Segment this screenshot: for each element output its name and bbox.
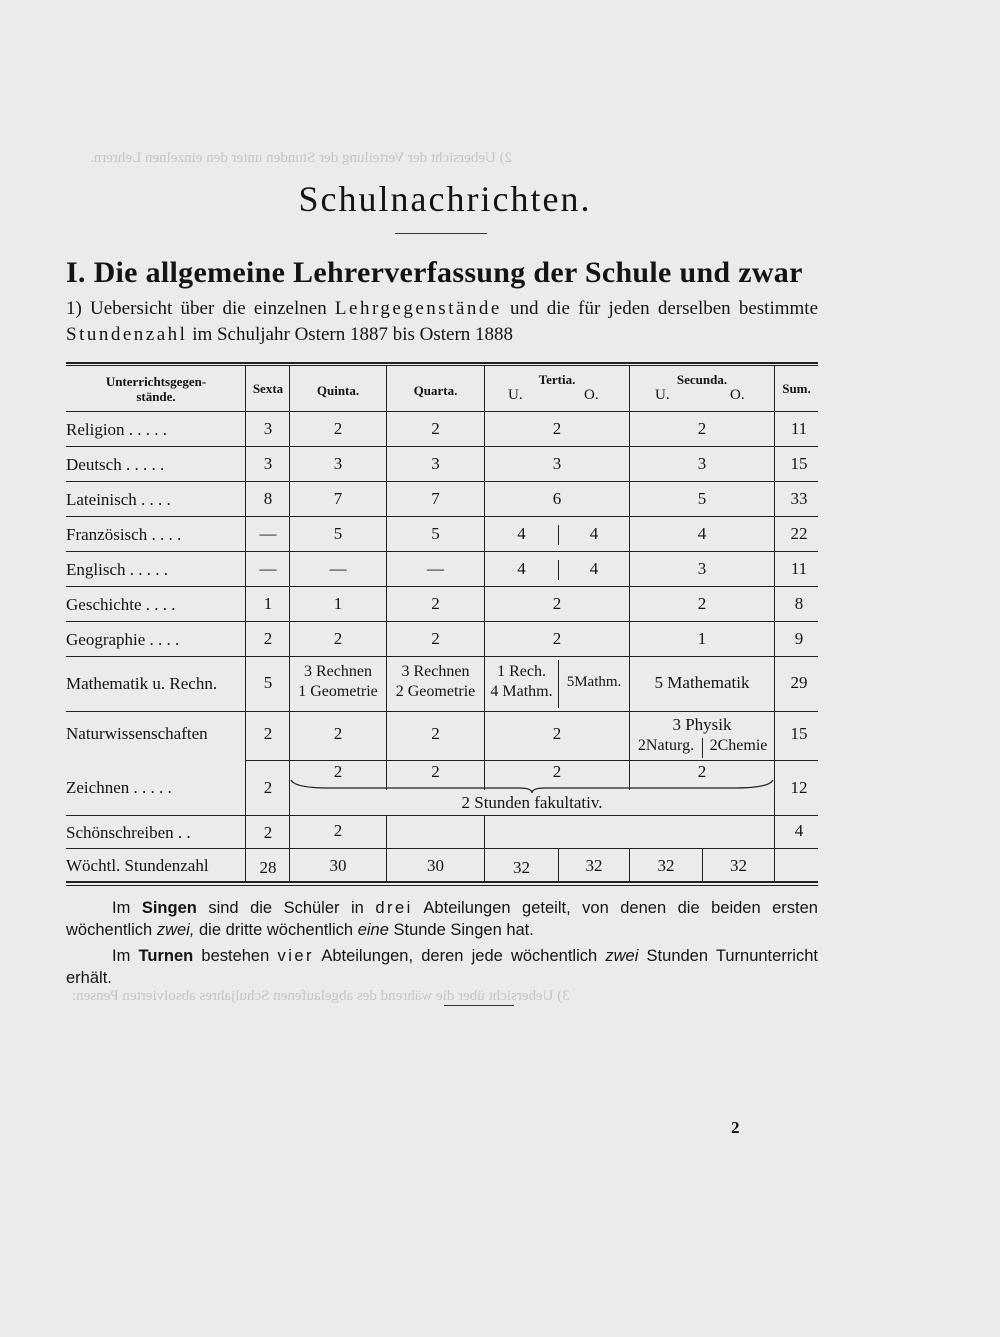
cell: 5Mathm.: [566, 674, 622, 690]
cell: —: [329, 559, 347, 578]
cell: 2: [333, 724, 343, 743]
cell: 8: [794, 594, 804, 613]
cell: 30: [329, 856, 347, 875]
row-rule: [66, 446, 818, 447]
cell: 4: [589, 524, 599, 543]
cell: 4: [589, 559, 599, 578]
col-rule: [245, 366, 246, 882]
intro-text: und die für jeden derselben bestimmte: [510, 298, 819, 319]
note-text: Im: [112, 899, 131, 917]
note-text: Stunde Singen hat.: [393, 921, 534, 939]
note-text-italic: eine: [357, 921, 389, 939]
title-rule: [395, 233, 487, 234]
note-text: sind die Schüler in: [208, 899, 364, 917]
section-heading: I. Die allgemeine Lehrerverfassung der Schule und zwar: [66, 256, 803, 289]
cell: 5: [333, 524, 343, 543]
subject-label: Zeichnen . . . . .: [66, 778, 172, 797]
cell: 6: [552, 489, 562, 508]
intro-text-spaced: Lehrgegenstände: [334, 298, 502, 319]
cell: 12: [790, 778, 808, 797]
cell: 2: [552, 594, 562, 613]
cell: 7: [431, 489, 440, 508]
cell: 3: [263, 419, 273, 438]
cell: 2: [263, 778, 273, 797]
header-quinta: Quinta.: [316, 383, 360, 398]
subject-label: Schönschreiben . .: [66, 823, 191, 842]
cell: 2: [552, 419, 562, 438]
row-rule: [66, 656, 818, 657]
header-quarta: Quarta.: [413, 383, 458, 398]
cell: 32: [585, 856, 603, 875]
header-secunda-u: U.: [655, 387, 670, 403]
cell: 4: [517, 524, 526, 543]
cell: 33: [790, 489, 808, 508]
cell: 2: [697, 762, 707, 781]
note-text: Abteilungen geteilt, von denen die beiden ersten wöchentlich: [66, 899, 818, 939]
intro-text: im Schuljahr Ostern 1887 bis Ostern 1888: [192, 324, 514, 345]
table-top-rule: [66, 365, 818, 366]
subject-label: Deutsch . . . . .: [66, 455, 165, 474]
cell: 2: [431, 724, 440, 743]
header-secunda: Secunda.: [676, 372, 728, 387]
header-tertia: Tertia.: [538, 372, 576, 387]
cell: 7: [333, 489, 343, 508]
cell: 4: [794, 821, 804, 840]
cell: 11: [790, 559, 808, 578]
cell: 2: [263, 823, 273, 842]
row-rule: [245, 760, 818, 761]
subject-label: Naturwissenschaften: [66, 724, 208, 743]
note-text: Abteilungen, deren jede wöchentlich: [321, 947, 598, 965]
cell: 2: [431, 419, 440, 438]
page-title: Schulnachrichten.: [298, 179, 592, 219]
cell: 29: [790, 673, 808, 692]
cell: 2: [431, 594, 440, 613]
intro-text: 1) Uebersicht über die einzelnen: [66, 298, 327, 319]
cell: 1: [333, 594, 343, 613]
cell: 2: [263, 724, 273, 743]
row-rule: [66, 848, 818, 849]
row-rule: [66, 516, 818, 517]
cell: —: [259, 559, 277, 578]
cell: 2: [552, 629, 562, 648]
subject-label: Geschichte . . . .: [66, 595, 176, 614]
cell: 11: [790, 419, 808, 438]
cell: 3: [697, 454, 707, 473]
cell: 2: [552, 724, 562, 743]
bleed-through-text: 3) Uebersicht über die während des abgelaufenen Schuljahres absolvierten Pensen:: [72, 988, 570, 1004]
cell: 2: [333, 419, 343, 438]
cell: 1 Geometrie: [298, 683, 378, 700]
note-text-spaced: drei: [375, 899, 413, 917]
cell: 4: [697, 524, 707, 543]
row-rule: [66, 621, 818, 622]
intro-text-spaced: Stundenzahl: [66, 324, 188, 345]
header-subject: Unterrichtsgegen- stände.: [105, 374, 207, 404]
cell: 2: [263, 629, 273, 648]
cell: 5: [263, 673, 273, 692]
cell: 9: [794, 629, 804, 648]
cell: 2Chemie: [709, 737, 768, 754]
table-bottom-rule: [66, 881, 818, 883]
cell: 4 Mathm.: [490, 683, 553, 700]
cell: 3 Rechnen: [304, 663, 372, 680]
cell: 3: [333, 454, 343, 473]
cell: 2Naturg.: [637, 737, 695, 754]
note-text-spaced: vier: [277, 947, 315, 965]
subject-label: Mathematik u. Rechn.: [66, 674, 218, 693]
cell: 1 Rech.: [497, 663, 546, 680]
cell: 5 Mathematik: [654, 673, 750, 692]
cell: 2: [431, 629, 440, 648]
cell: 3: [263, 454, 273, 473]
cell: 2: [697, 419, 707, 438]
cell: 4: [517, 559, 526, 578]
subject-label: Geographie . . . .: [66, 630, 180, 649]
intro-paragraph: [66, 296, 818, 348]
cell: 15: [790, 454, 808, 473]
cell: 2 Geometrie: [395, 683, 476, 700]
header-tertia-o: O.: [584, 387, 599, 403]
header-tertia-u: U.: [508, 387, 523, 403]
note-text: die dritte wöchentlich: [199, 921, 354, 939]
cell: 2: [431, 762, 440, 781]
cell: 30: [427, 856, 444, 875]
cell: 3: [431, 454, 440, 473]
table-top-rule: [66, 362, 818, 364]
cell: 5: [697, 489, 707, 508]
facultative-note: 2 Stunden fakultativ.: [461, 793, 603, 812]
cell: 32: [730, 856, 747, 875]
row-rule: [66, 815, 818, 816]
header-sexta: Sexta: [252, 381, 284, 396]
notes-rule: [444, 1005, 514, 1006]
note-keyword: Singen: [141, 899, 197, 917]
cell: 22: [790, 524, 808, 543]
cell: 2: [333, 629, 343, 648]
row-rule: [66, 586, 818, 587]
note-text-italic: zwei: [605, 947, 639, 965]
notes: [66, 897, 818, 989]
header-secunda-o: O.: [730, 387, 745, 403]
header-sum: Sum.: [782, 381, 811, 396]
cell: 3: [552, 454, 562, 473]
note-text: bestehen: [201, 947, 270, 965]
note-text: Im: [112, 947, 131, 965]
cell: 5: [431, 524, 440, 543]
cell: 3 Physik: [672, 715, 732, 734]
subject-label: Englisch . . . . .: [66, 560, 168, 579]
note-gymnastics: [66, 945, 818, 989]
cell: 2: [697, 594, 707, 613]
note-text-italic: zwei,: [156, 921, 195, 939]
cell: 3: [697, 559, 707, 578]
subject-label: Lateinisch . . . .: [66, 490, 171, 509]
cell: 2: [333, 762, 343, 781]
facultative-brace: [289, 778, 775, 794]
cell: 2: [333, 821, 343, 840]
subject-label: Französisch . . . .: [66, 525, 182, 544]
cell: 15: [790, 724, 808, 743]
cell: —: [259, 524, 277, 543]
row-rule: [66, 551, 818, 552]
cell: 2: [552, 762, 562, 781]
cell: —: [427, 559, 444, 578]
cell: 1: [263, 594, 273, 613]
subject-label: Religion . . . . .: [66, 420, 168, 439]
cell: 32: [657, 856, 675, 875]
note-singing: [66, 897, 818, 941]
subject-label: Wöchtl. Stundenzahl: [66, 856, 209, 875]
note-keyword: Turnen: [138, 947, 194, 965]
row-rule: [66, 711, 818, 712]
note-text: Stunden Turnunterricht erhält.: [66, 947, 818, 987]
bleed-through-text: 2) Uebersicht der Verteilung der Stunden unter den einzelnen Lehrern.: [90, 150, 513, 166]
cell: 1: [697, 629, 707, 648]
table-bottom-rule: [66, 885, 818, 886]
cell: 8: [263, 489, 273, 508]
row-rule: [66, 481, 818, 482]
page-number: 2: [731, 1118, 740, 1137]
cell: 28: [259, 858, 277, 877]
header-rule: [66, 411, 818, 412]
cell: 3 Rechnen: [401, 663, 470, 680]
cell: 32: [513, 858, 530, 877]
